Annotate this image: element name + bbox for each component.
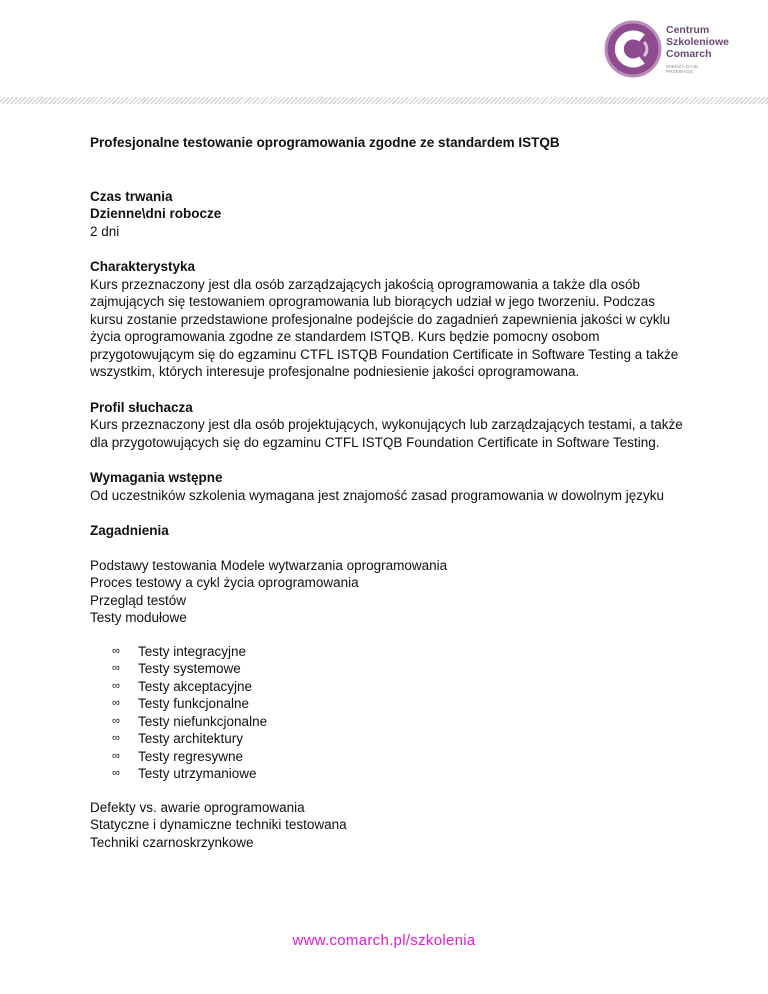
logo-line: Comarch bbox=[666, 48, 712, 60]
bullet-text: Testy utrzymaniowe bbox=[138, 766, 257, 781]
logo-line: Szkoleniowe bbox=[666, 36, 730, 48]
characteristics-text: Kurs przeznaczony jest dla osób zarządzających jakością oprogramowania a także dla osób zajmujących się testowaniem oprogramowania lub biorących udział w jego tworzeniu. Podczas kursu zostanie przedstawione profesjonalne podejście do zagadnień zapewnienia jakości w cyklu życia oprogramowania zgodne ze standardem ISTQB. Kurs będzie pomocny osobom przygotowującym się do egzaminu CTFL ISTQB Foundation Certificate in Software Testing a także wszystkim, których interesuje profesjonalne podniesienie jakości oprogramowana. bbox=[90, 276, 679, 379]
duration-section bbox=[90, 188, 690, 241]
comarch-logo bbox=[604, 20, 730, 82]
duration-heading: Czas trwania bbox=[90, 188, 173, 204]
audience-section bbox=[90, 399, 690, 452]
list-item bbox=[112, 730, 690, 748]
infinity-bullet-icon: ∞ bbox=[112, 767, 120, 779]
topic-line: Proces testowy a cykl życia oprogramowania bbox=[90, 575, 359, 590]
topic-line: Techniki czarnoskrzynkowe bbox=[90, 834, 254, 850]
bullet-text: Testy niefunkcjonalne bbox=[138, 713, 268, 729]
audience-heading: Profil słuchacza bbox=[90, 399, 193, 415]
footer-url-link[interactable]: www.comarch.pl/szkolenia bbox=[292, 932, 476, 949]
infinity-bullet-icon: ∞ bbox=[112, 749, 120, 762]
topics-heading: Zagadnienia bbox=[90, 523, 169, 538]
logo-tagline: WIEDZA DAJE PRZEWAGĘ bbox=[666, 64, 699, 74]
bullet-text: Testy integracyjne bbox=[138, 643, 247, 659]
prerequisites-heading: Wymagania wstępne bbox=[90, 470, 223, 485]
audience-text: Kurs przeznaczony jest dla osób projektujących, wykonujących lub zarządzających testami, a także dla przygotowujących się do egzaminu CTFL ISTQB Foundation Certificate in Software Testing. bbox=[90, 417, 683, 450]
logo-text bbox=[666, 24, 729, 60]
infinity-bullet-icon: ∞ bbox=[112, 679, 120, 692]
infinity-bullet-icon: ∞ bbox=[112, 697, 120, 709]
characteristics-heading: Charakterystyka bbox=[90, 259, 196, 274]
infinity-bullet-icon: ∞ bbox=[112, 644, 120, 657]
characteristics-section bbox=[90, 258, 690, 381]
topic-line: Testy modułowe bbox=[90, 610, 187, 625]
topic-line: Defekty vs. awarie oprogramowania bbox=[90, 799, 305, 815]
bullet-text: Testy systemowe bbox=[138, 661, 241, 676]
topics-bullet-list bbox=[112, 643, 690, 783]
document-title: Profesjonalne testowanie oprogramowania zgodne ze standardem ISTQB bbox=[90, 135, 560, 150]
bullet-text: Testy regresywne bbox=[138, 748, 244, 764]
infinity-bullet-icon: ∞ bbox=[112, 714, 120, 727]
prerequisites-text: Od uczestników szkolenia wymagana jest znajomość zasad programowania w dowolnym języku bbox=[90, 487, 665, 503]
list-item bbox=[112, 678, 690, 696]
comarch-logo-icon bbox=[604, 20, 662, 78]
list-item bbox=[112, 765, 690, 783]
list-item bbox=[112, 748, 690, 766]
header-divider bbox=[0, 97, 768, 104]
prerequisites-section bbox=[90, 469, 690, 504]
topic-line: Statyczne i dynamiczne techniki testowana bbox=[90, 817, 347, 832]
duration-value: 2 dni bbox=[90, 223, 120, 239]
topics-section bbox=[90, 522, 690, 851]
topic-line: Podstawy testowania Modele wytwarzania oprogramowania bbox=[90, 557, 448, 573]
document-body bbox=[90, 134, 690, 851]
bullet-text: Testy architektury bbox=[138, 731, 244, 746]
infinity-bullet-icon: ∞ bbox=[112, 662, 120, 674]
bullet-text: Testy akceptacyjne bbox=[138, 678, 253, 694]
list-item bbox=[112, 713, 690, 731]
list-item bbox=[112, 660, 690, 678]
duration-mode: Dzienne\dni robocze bbox=[90, 206, 222, 221]
logo-line: Centrum bbox=[666, 24, 710, 36]
bullet-text: Testy funkcjonalne bbox=[138, 696, 250, 711]
list-item bbox=[112, 643, 690, 661]
list-item bbox=[112, 695, 690, 713]
topic-line: Przegląd testów bbox=[90, 592, 187, 608]
infinity-bullet-icon: ∞ bbox=[112, 732, 120, 744]
